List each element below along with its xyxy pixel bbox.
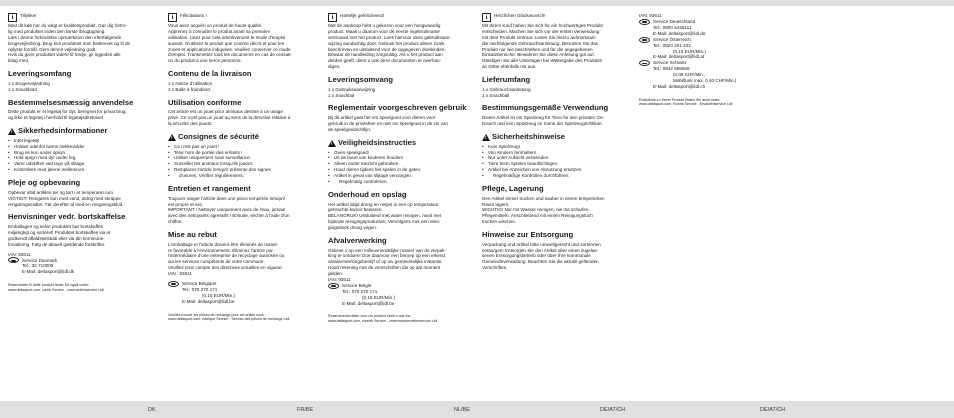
- disposal-text: Gelieve u op een milieuvriendelijke manier van de verpak- king te ontdoen! Doe daarvoor een beroep op een erkend afvalverwerkingsbedrijf of op uw gemeentelijke instantie. Houd rekening met de voorschriften die op dat moment gelden.: [328, 247, 446, 277]
- scope-list: 1 x Brugervejledning 1 x Snackbold: [8, 80, 50, 92]
- intro-text: Mit Ihrem Kauf haben Sie sich für ein hochwertiges Produkt entschieden. Machen Sie sich vor der ersten Verwendung mit dem Produkt vertraut. Lesen Sie hierzu aufmerksam die nachfolgende Gebrauchsanleitung. Benutzen Sie das Produkt nur wie beschrieben und für die angegebenen Einsatzbereiche. Bewahren Sie diese Anleitung gut auf. Händigen Sie alle Unterlagen bei Weitergabe des Produkts an Dritte ebenfalls mit aus.: [482, 23, 603, 70]
- service-phone-icon: [639, 37, 650, 43]
- scope-list: 1 x Gebrauchsanleitung 1 x Snackball: [482, 86, 531, 98]
- footer-label-nl: NL/BE: [454, 407, 470, 413]
- disposal-heading: Hinweise zur Entsorgung: [482, 230, 574, 239]
- service-email: E-Mail: deltasport@lidl.dk: [22, 269, 75, 275]
- intro-text: Met de aankoop hebt u gekozen voor een hoogwaardig product. Maak u daarom voor de eerste ingebruikname vertrouwd met het product. Lees hiervoor deze gebruiksaan- wijzing aandachtig door. Gebruik het product alleen zoals beschreven en uitsluitend voor de opgegeven doeleinden. Bewaar de handleiding zorgvuldig. Als u het product aan derden geeft, dient u ook deze documenten te overhan- digen.: [328, 23, 451, 70]
- safety-heading: ! Consignes de sécurité: [168, 133, 318, 142]
- service-phone-icon: [328, 283, 339, 289]
- column-de-services: IAN: 93611 Service Deutschland Tel.: 0800 5435111 E-Mail: deltasport@lidl.de Service Österreich Tel.: 0820 201 222 (0,15 EUR/Min.) E-Mail: deltasport@lidl.at Service Schweiz Tel.: 0842 665566 (0,08 CHF/Min., Mobilfunk max. 0,40 CHF/Min.) E-Mail: deltasport@lidl.ch Ersatzteile zu Ihrem Produkt finden Sie auch unter: www.deltasport.com, Rubrik Service - Ersatzteilservice Lidl: [639, 13, 789, 107]
- intro-heading: i Félicitations !: [168, 13, 318, 22]
- service-contact: Service Danmark: [8, 257, 158, 263]
- info-icon: i: [8, 13, 17, 22]
- ian-number: IAN : 93611: [168, 271, 192, 277]
- scope-heading: Leveringsomvang: [328, 75, 393, 84]
- care-heading: Pflege, Lagerung: [482, 183, 544, 193]
- safety-list: • Geen speelgoed! • Uit de buurt van kinderen houden! • Alleen onder toezicht gebruiken. • Houd dieren tijdens het spelen in de gaten. • Artikel in geval van slijtage vervangen. • Regelmatig controleren.: [328, 150, 478, 185]
- use-heading: Bestimmungsgemäße Verwendung: [482, 103, 609, 113]
- service-contact-at: Service Österreich: [639, 37, 789, 43]
- warning-icon: [482, 134, 490, 141]
- intro-heading: i Herzlichen Glückwunsch!: [482, 13, 632, 22]
- safety-list: • Ce n'est pas un jouet ! • Tenir hors de portée des enfants ! • Utiliser uniquement sous surveillance. • Surveiller les animaux lorsqu'ils jouent. • Remplacer l'article lorsqu'il présente des signes • d'usures. Vérifier régulièrement.: [168, 144, 318, 179]
- disposal-heading: Henvisninger vedr. bortskaffelse: [8, 212, 126, 222]
- care-text: Het artikel altijd droog en netjes in een op temperatuur gebrachte kamer bewaren. BELANGRIJK! Uitsluitend met water reinigen, nooit met bijtende reinigingsproducten. Vervolgens met een reini- gingsdoek droog vegen.: [328, 201, 442, 230]
- info-icon: i: [328, 13, 337, 22]
- scope-heading: Lieferumfang: [482, 75, 531, 84]
- safety-heading: ! Sikkerhedsinformationer: [8, 127, 158, 136]
- info-icon: i: [482, 13, 491, 22]
- safety-list: • Intet legetøj! • Holdes udenfor børns rækkevidde! • Brug es kun under opsyn. • Hold opsyn med dyr under leg. • Varer udskiftes ved tegn på slitage. • Kontrollere med jævne mellemrum.: [8, 138, 158, 173]
- scope-heading: Leveringsomfang: [8, 69, 72, 79]
- column-dk: i Tillykke! Med dit køb har du valgt et kvalitetsprodukt. Gør dig fortro- lig med produktet inden den første ibrugtagning. Læs i denne forbindelse opmærksom den efterfølgende brugsvejledning. Brug kun produktet som beskrevet og til de oplyste formål. Gem denne vejledning godt. Hvis du giver produktet videre til tredje, gir liggedes alle bilag med. Leveringsomfang 1 x Brugervejledning 1 x Snackbold Bestemmelsesmæssig anvendelse Dette produkt er et legetøj for dyr, beregnet for privat brug, og ikke et legetøj i henhold til legetøjsdirektivet. ! Sikkerhedsinformationer • Intet legetøj! • Holdes udenfor børns rækkevidde! • Brug es kun under opsyn. • Hold opsyn med dyr under leg. • Varer udskiftes ved tegn på slitage. • Kontrollere med jævne mellemrum. Pleje og opbevaring Opbevar altid artiklen tør og tørt i et temperaret rum. VIGTIGT! Rengøres kun med vand, aldrig med skrappe rengøringsmidler. Tør derefter af med en rengøringsklud. Henvisninger vedr. bortskaffelse Emballagen og selve produktet bør bortskaffes miljørigtigt og sorteret! Produktet bortskaffes via et godkendt affaldsselskab eller via din kommune- forvaltning. Følg de aktuelt gældende forskrifter. IAN: 93611 Service Danmark Tel.: 32 710005 E-Mail: deltasport@lidl.dk Reservedele til dette produkt finder De også under: www.deltasport.com, rubrik Service - reservedelsservice Lidl: [8, 13, 158, 293]
- safety-list: • Kein Spielzeug! • Von Kindern fernhalten! • Nur unter Aufsicht verwenden. • Tiere beim Spielen beaufsichtigen. • Artikel bei Anzeichen von Abnutzung ersetzen. • Regelmäßige Kontrollen durchführen.: [482, 144, 632, 179]
- use-text: Cet article est un jouet pour animaux destiné à un usage privé. Ce n'est pas un jouet au sens de la directive relative à la sécurité des jouets.: [168, 109, 291, 127]
- care-heading: Onderhoud en opslag: [328, 189, 407, 199]
- scope-heading: Contenu de la livraison: [168, 69, 252, 79]
- intro-text: Vous avez acquéri un produit de haute qualité. Apprenez à connaître le produit avant sa première utilisation. Lisez pour cela attentivement le mode d'emploi suivant. N'utilisez le produit que comme décrit et pour les zones et applications indiquées. Veuillez conserver ce mode d'emploi. Transmettez tous les documents en cas de cessati- on du produit à une tierce personne.: [168, 23, 292, 64]
- spare-parts-note: Reserveonderdelen voor uw product vindt u ook via: www.deltasport.com, rubriek Service - reserveonderdelenservice Lidl: [328, 314, 438, 324]
- use-text: Dieser Artikel ist ein Spielzeug für Tiere für den privaten Ge- brauch und kein Spielzeug im Sinne der Spielzeugrichtlinie.: [482, 115, 605, 127]
- care-heading: Entretien et rangement: [168, 183, 251, 193]
- disposal-text: Emballagen og selve produktet bør bortskaffes miljørigtigt og sorteret! Produktet bortskaffes via et godkendt affaldsselskab eller via din kommune- forvaltning. Følg de aktuelt gældende forskrifter.: [8, 224, 111, 247]
- safety-heading: ! Veiligheidsinstructies: [328, 139, 478, 148]
- service-contact: Service Belgique: [168, 281, 318, 287]
- service-phone-icon: [639, 19, 650, 25]
- service-contact-ch: Service Schweiz: [639, 60, 789, 66]
- use-heading: Bestemmelsesmæssig anvendelse: [8, 97, 134, 107]
- column-de: [482, 13, 632, 271]
- service-email: E-Mail: deltasport@lidl.at: [653, 54, 705, 60]
- care-text: Toujours ranger l'article dans une pièce tempérée lorsqu'il est propre et sec. IMPORTANT ! Nettoyer uniquement avec de l'eau, jamais avec des nettoyants agressifs ! Ensuite, sécher à l'aide d'un chiffon.: [168, 195, 290, 225]
- disposal-text: Verpackung und Artikel bitte umweltgerecht und sortenrein entsorgen! Entsorgen Sie den Artikel über einen zugelas- senen Entsorgungsbetrieb oder über Ihre kommunale Gemeindeverwaltung. Beachten Sie die aktuell geltenden Vorschriften.: [482, 241, 601, 271]
- ian-number: IAN: 93611: [8, 251, 31, 257]
- warning-icon: [328, 140, 336, 147]
- intro-text: Med dit køb har du valgt et kvalitetsprodukt. Gør dig fortro- lig med produktet inden den første ibrugtagning. Læs i denne forbindelse opmærksom den efterfølgende brugsvejledning. Brug kun produktet som beskrevet og til de oplyste formål. Gem denne vejledning godt. Hvis du giver produktet videre til tredje, gir liggedes alle bilag med.: [8, 23, 131, 64]
- disposal-text: L'emballage et l'article doivent être éliminés de maniè- re favorable à l'environnement. Éliminez l'article par l'intermédiaire d'une entreprise de recyclage autorisée ou via les services compétents de votre commune. Veuillez tenir compte des directives actuelles en vigueur.: [168, 241, 285, 271]
- care-text: Den Artikel immer trocken und sauber in einem temperierten Raum lagern. WICHTIG! Nur mit Wasser reinigen, nie mit scharfen Pflegemitteln. Anschließend mit einem Reinigungstuch trocken wischen.: [482, 195, 605, 225]
- scope-list: 1 x Gebruiksaanwijzing 1 x Snackbal: [328, 86, 376, 98]
- ian-number: IAN: 93611: [328, 276, 351, 282]
- service-email: E-Mail: deltasport@lidl.be: [182, 298, 235, 304]
- info-icon: i: [168, 13, 177, 22]
- warning-icon: [8, 128, 16, 135]
- service-contact-de: Service Deutschland: [639, 19, 789, 25]
- spare-parts-note: Ersatzteile zu Ihrem Produkt finden Sie auch unter: www.deltasport.com, Rubrik Service - Ersatzteilservice Lidl: [639, 97, 733, 107]
- intro-heading: i Hartelijk gefeliciteerd!: [328, 13, 478, 22]
- use-heading: Reglementair voorgeschreven gebruik: [328, 103, 467, 113]
- use-heading: Utilisation conforme: [168, 97, 242, 107]
- column-fr: i Félicitations ! Vous avez acquéri un produit de haute qualité. Apprenez à connaître le produit avant sa première utilisation. Lisez pour cela attentivement le mode d'emploi suivant. N'utilisez le produit que comme décrit et pour les zones et applications indiquées. Veuillez conserver ce mode d'emploi. Transmettez tous les documents en cas de cessati- on du produit à une tierce personne. Contenu de la livraison 1 x Notice d'utilisation 1 x Balle à friandises Utilisation conforme Cet article est un jouet pour animaux destiné à un usage privé. Ce n'est pas un jouet au sens de la directive relative à la sécurité des jouets. ! Consignes de sécurité • Ce n'est pas un jouet ! • Tenir hors de portée des enfants ! • Utiliser uniquement sous surveillance. • Surveiller les animaux lorsqu'ils jouent. • Remplacer l'article lorsqu'il présente des signes • d'usures. Vérifier régulièrement. Entretien et rangement Toujours ranger l'article dans une pièce tempérée lorsqu'il est propre et sec. IMPORTANT ! Nettoyer uniquement avec de l'eau, jamais avec des nettoyants agressifs ! Ensuite, sécher à l'aide d'un chiffon. Mise au rebut L'emballage et l'article doivent être éliminés de maniè- re favorable à l'environnement. Éliminez l'article par l'intermédiaire d'une entreprise de recyclage autorisée ou via les services compétents de votre commune. Veuillez tenir compte des directives actuelles en vigueur. IAN : 93611 Service Belgique Tel.: 070 270 171 (0,15 EUR/Min.) E-Mail: deltasport@lidl.be Veuillez trouver les pièces de rechange pour cet article sous : www.deltasport.com, rubrique Service - Service des pièces de rechange Lidl: [168, 13, 318, 322]
- care-text: Opbevar altid artiklen tør og tørt i et temperaret rum. VIGTIGT! Rengøres kun med vand, aldrig med skrappe rengøringsmidler. Tør derefter af med en rengøringsklud.: [8, 189, 124, 207]
- use-text: Bij dit artikel gaat het om speelgoed voor dieren voor gebruik in de privésfeer en niet om speelgoed in de zin van de speelgoedrichtlijn.: [328, 115, 449, 132]
- spare-parts-note: Reservedele til dette produkt finder De også under: www.deltasport.com, rubrik Service - reservedelsservice Lidl: [8, 283, 104, 292]
- service-email: E-Mail: deltasport@lidl.de: [653, 30, 706, 36]
- column-nl: i Hartelijk gefeliciteerd! Met de aankoop hebt u gekozen voor een hoogwaardig product. Maak u daarom voor de eerste ingebruikname vertrouwd met het product. Lees hiervoor deze gebruiksaan- wijzing aandachtig door. Gebruik het product alleen zoals beschreven en uitsluitend voor de opgegeven doeleinden. Bewaar de handleiding zorgvuldig. Als u het product aan derden geeft, dient u ook deze documenten te overhan- digen. Leveringsomvang 1 x Gebruiksaanwijzing 1 x Snackbal Reglementair voorgeschreven gebruik Bij dit artikel gaat het om speelgoed voor dieren voor gebruik in de privésfeer en niet om speelgoed in de zin van de speelgoedrichtlijn. ! Veiligheidsinstructies • Geen speelgoed! • Uit de buurt van kinderen houden! • Alleen onder toezicht gebruiken. • Houd dieren tijdens het spelen in de gaten. • Artikel in geval van slijtage vervangen. • Regelmatig controleren. Onderhoud en opslag Het artikel altijd droog en netjes in een op temperatuur gebrachte kamer bewaren. BELANGRIJK! Uitsluitend met water reinigen, nooit met bijtende reinigingsproducten. Vervolgens met een reini- gingsdoek droog vegen. Afvalverwerking Gelieve u op een milieuvriendelijke manier van de verpak- king te ontdoen! Doe daarvoor een beroep op een erkend afvalverwerkingsbedrijf of op uw gemeentelijke instantie. Houd rekening met de voorschriften die op dat moment gelden. IAN: 93611 Service België Tel.: 070 270 171 (0,15 EUR/Min.) E-Mail: deltasport@lidl.be Reserveonderdelen voor uw product vindt u ook via: www.deltasport.com, rubriek Service - reserveonderdelenservice Lidl: [328, 13, 478, 324]
- footer-bar: [0, 401, 954, 418]
- top-bar: [0, 0, 954, 6]
- service-email: E-Mail: deltasport@lidl.be: [342, 300, 395, 306]
- footer-label-dk: DK: [148, 407, 156, 413]
- disposal-heading: Mise au rebut: [168, 230, 217, 239]
- scope-list: 1 x Notice d'utilisation 1 x Balle à friandises: [168, 80, 213, 92]
- spare-parts-note: Veuillez trouver les pièces de rechange pour cet article sous : www.deltasport.com, rubrique Service - Service des pièces de rechange Lidl: [168, 312, 290, 322]
- ian-number: IAN: 93611: [639, 13, 662, 18]
- service-email: E-Mail: deltasport@lidl.ch: [653, 83, 706, 89]
- service-contact: Service België: [328, 283, 478, 289]
- footer-label-de-2: DE/AT/CH: [760, 407, 786, 413]
- care-heading: Pleje og opbevaring: [8, 178, 81, 188]
- service-phone-icon: [168, 281, 179, 287]
- footer-label-de: DE/AT/CH: [600, 407, 626, 413]
- warning-icon: [168, 134, 176, 141]
- footer-label-fr: FR/BE: [297, 407, 314, 413]
- intro-heading: i Tillykke!: [8, 13, 158, 22]
- use-text: Dette produkt er et legetøj for dyr, beregnet for privat brug, og ikke et legetøj i henhold til legetøjsdirektivet.: [8, 109, 127, 121]
- safety-heading: ! Sicherheitshinweise: [482, 133, 632, 142]
- disposal-heading: Afvalverwerking: [328, 235, 387, 245]
